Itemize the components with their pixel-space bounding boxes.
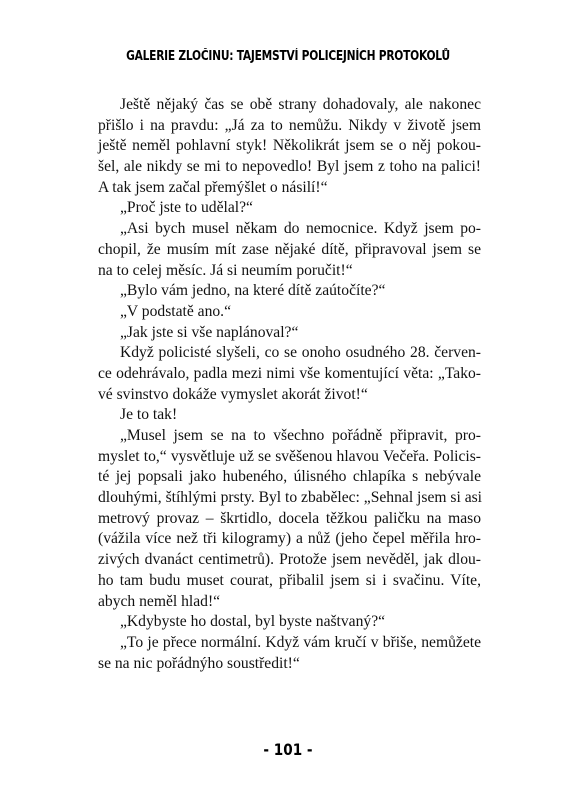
text-line: Když policisté slyšeli, co se onoho osudného 28. červen- (120, 344, 481, 362)
text-line: na to celej měsíc. Já si neumím poručit!“ (98, 261, 353, 279)
text-line: vé svinstvo dokáže vymyslet akorát život!“ (98, 385, 368, 403)
text-line: metrový provaz – škrtidlo, docela těžkou paličku na maso (98, 509, 481, 527)
text-line: šel, ale nikdy se mi to nepovedlo! Byl jsem z toho na palici! (98, 158, 481, 176)
text-line: A tak jsem začal přemýšlet o násilí!“ (98, 178, 328, 196)
text-line: „To je přece normální. Když vám kručí v břiše, nemůžete (120, 633, 481, 651)
text-line: chopil, že musím mít zase nějaké dítě, připravoval jsem se (98, 240, 481, 258)
text-line: „Kdybyste ho dostal, byl byste naštvaný?“ (120, 613, 386, 631)
text-line: se na nic pořádnýho soustředit!“ (98, 654, 300, 672)
text-line: „Jak jste si vše naplánoval?“ (120, 323, 299, 341)
text-line: „Proč jste to udělal?“ (120, 199, 253, 217)
text-line: „Musel jsem se na to všechno pořádně připravit, pro- (120, 427, 481, 444)
running-head: GALERIE ZLOČINU: TAJEMSTVÍ POLICEJNÍCH PROTOKOLŮ (126, 49, 450, 64)
text-line: přišlo i na pravdu: „Já za to nemůžu. Nikdy v životě jsem (98, 116, 481, 134)
text-line: „Bylo vám jedno, na které dítě zaútočíte?“ (120, 282, 386, 300)
body-text (98, 95, 481, 674)
text-line: dlouhými, štíhlými prsty. Byl to zbabělec: „Sehnal jsem si asi (98, 489, 483, 507)
text-line: abych neměl hlad!“ (98, 592, 221, 610)
page-number: - 101 - (263, 740, 313, 759)
text-line: ještě neměl pohlavní styk! Několikrát jsem se o něj pokou- (98, 137, 481, 155)
text-line: „V podstatě ano.“ (120, 302, 231, 320)
text-line: ce odehrávalo, padla mezi nimi vše komentující věta: „Tako- (98, 364, 481, 382)
text-line: Ještě nějaký čas se obě strany dohadovaly, ale nakonec (120, 96, 481, 113)
text-line: (vážila více než tři kilogramy) a nůž (jeho čepel měřila hro- (98, 530, 481, 548)
text-line: ho tam budu muset courat, přibalil jsem si i svačinu. Víte, (98, 571, 481, 589)
text-line: myslet to,“ vysvětluje už se svěšenou hlavou Večeřa. Policis- (98, 447, 481, 465)
text-line: Je to tak! (120, 406, 178, 424)
text-line: „Asi bych musel někam do nemocnice. Když jsem po- (120, 220, 481, 238)
text-line: zivých dvanáct centimetrů). Protože jsem nevěděl, jak dlou- (98, 551, 481, 569)
text-line: té jej popsali jako hubeného, úlisného chlapíka s nebývale (98, 468, 481, 486)
